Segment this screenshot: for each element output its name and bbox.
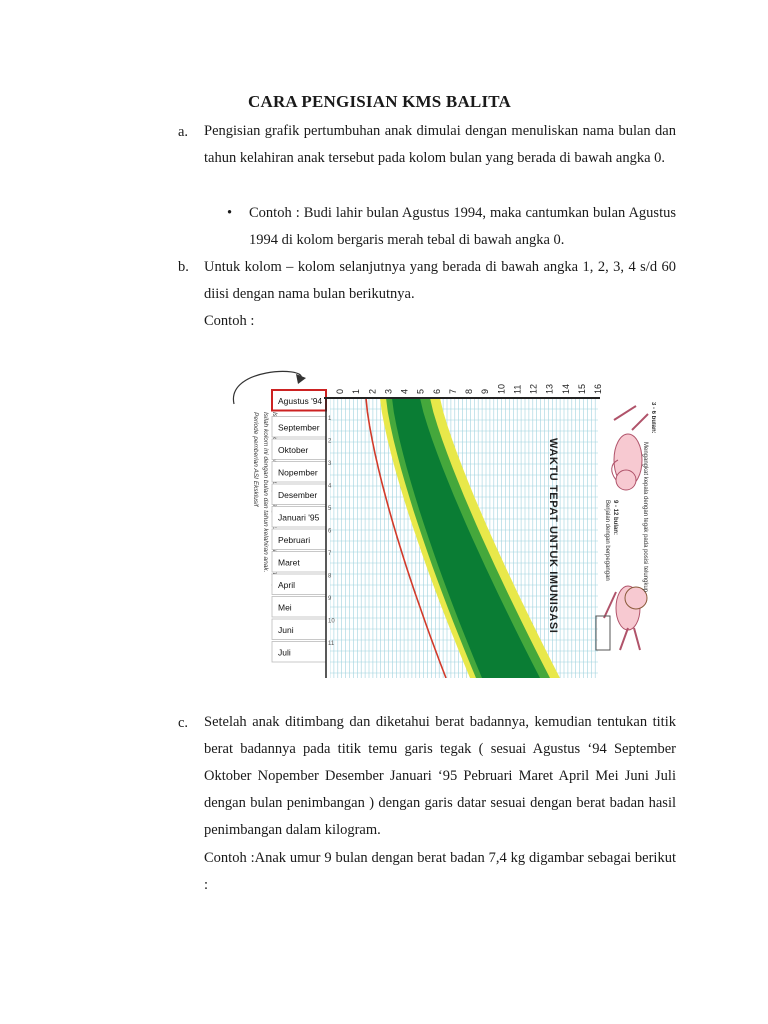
month-cell [272, 552, 326, 573]
age-tick-label: 3 [383, 388, 394, 394]
month-cell [272, 642, 326, 663]
row-tick-label: 9 [328, 596, 332, 602]
month-label: Juli [278, 647, 291, 658]
side-note-birth: Isilah kolom ini dengan bulan dan tahun kelahiran anak. [262, 412, 269, 573]
month-label: Pebruari [278, 535, 311, 545]
month-cell [272, 462, 326, 483]
month-cell [272, 574, 326, 595]
age-tick-label: 2 [367, 388, 378, 394]
immunization-label: WAKTU TEPAT UNTUK IMUNISASI [547, 438, 559, 634]
month-cell [272, 390, 326, 411]
month-cell [272, 619, 326, 640]
month-label: Juni [278, 625, 294, 635]
month-label: Januari '95 [278, 512, 320, 523]
row-tick-label: 5 [328, 506, 332, 512]
caption-9-12-desc: Berjalan dengan berpegangan [604, 500, 610, 581]
month-label: Desember [278, 490, 318, 500]
section-c-text: Setelah anak ditimbang dan diketahui berat badannya, kemudian tentukan titik berat badannya pada titik temu garis tegak ( sesuai Agustus ‘94 September Oktober Nopember Desember Januari ‘95 Pebruari Maret April Mei Juni Juli dengan bulan penimbangan ) dengan garis datar sesuai dengan berat badan hasil penimbangan dalam kilogram. [204, 714, 676, 838]
section-c-label: c. [178, 715, 189, 731]
age-tick-label: 5 [415, 388, 426, 394]
side-note-asi: Periode pemberian ASI Eksklusif [252, 412, 259, 507]
month-label: Oktober [278, 445, 309, 455]
age-tick-label: 0 [335, 388, 345, 394]
baby-walking-illustration [596, 586, 647, 650]
kms-growth-chart [216, 360, 656, 682]
row-tick-label: 7 [328, 551, 332, 557]
month-cell [272, 417, 326, 438]
row-tick-label: 10 [328, 618, 335, 625]
bullet-icon: • [227, 205, 233, 221]
age-tick-label: 13 [544, 383, 555, 394]
kms-chart-figure [216, 360, 656, 682]
age-tick-label: 12 [528, 383, 539, 394]
month-cell [272, 507, 326, 528]
age-tick-label: 11 [512, 384, 523, 394]
page-title: CARA PENGISIAN KMS BALITA [248, 92, 512, 111]
age-tick-label: 9 [480, 388, 491, 394]
section-a-text: Pengisian grafik pertumbuhan anak dimulai dengan menuliskan nama bulan dan tahun kelahiran anak tersebut pada kolom bulan yang berada di bawah angka 0. [204, 123, 676, 166]
row-tick-label: 1 [328, 416, 332, 422]
age-tick-label: 14 [560, 383, 571, 394]
age-tick-label: 6 [431, 388, 442, 394]
row-tick-label: 2 [328, 438, 332, 445]
section-a-label: a. [178, 124, 189, 140]
month-label: Mei [278, 602, 292, 613]
row-tick-label: 11 [328, 641, 335, 647]
month-cell [272, 597, 326, 618]
age-tick-label: 16 [593, 383, 603, 394]
row-tick-label: 8 [328, 573, 332, 580]
age-tick-label: 7 [447, 388, 458, 394]
age-tick-label: 10 [496, 383, 507, 394]
caption-9-12-months: 9 - 12 bulan: [612, 500, 618, 536]
row-tick-label: 6 [328, 528, 332, 535]
age-tick-label: 1 [351, 388, 362, 394]
section-b-label: b. [178, 259, 189, 275]
month-label: Nopember [278, 467, 318, 478]
section-b-text: Untuk kolom – kolom selanjutnya yang berada di bawah angka 1, 2, 3, 4 s/d 60 diisi dengan nama bulan berikutnya. [204, 259, 676, 302]
section-c-example: Contoh :Anak umur 9 bulan dengan berat badan 7,4 kg digambar sebagai berikut : [204, 850, 676, 893]
month-label: September [278, 422, 320, 433]
section-b-example-label: Contoh : [204, 313, 255, 329]
month-label: April [278, 580, 296, 590]
row-tick-label: 4 [328, 483, 332, 490]
age-tick-label: 15 [576, 383, 587, 394]
age-tick-label: 8 [464, 388, 474, 394]
month-cell [272, 484, 326, 505]
month-label: Agustus '94 [278, 396, 323, 406]
caption-3-6-desc: Mengangkat kepala dengan tegak pada posisi telungkup [642, 442, 648, 593]
month-label: Maret [278, 557, 300, 568]
caption-3-6-months: 3 - 6 bulan: [650, 402, 656, 434]
age-tick-label: 4 [399, 388, 410, 394]
row-tick-label: 3 [328, 461, 332, 467]
month-cell [272, 439, 326, 460]
month-cell [272, 529, 326, 550]
section-a-example: Contoh : Budi lahir bulan Agustus 1994, maka cantumkan bulan Agustus 1994 di kolom bergaris merah tebal di bawah angka 0. [249, 205, 676, 248]
